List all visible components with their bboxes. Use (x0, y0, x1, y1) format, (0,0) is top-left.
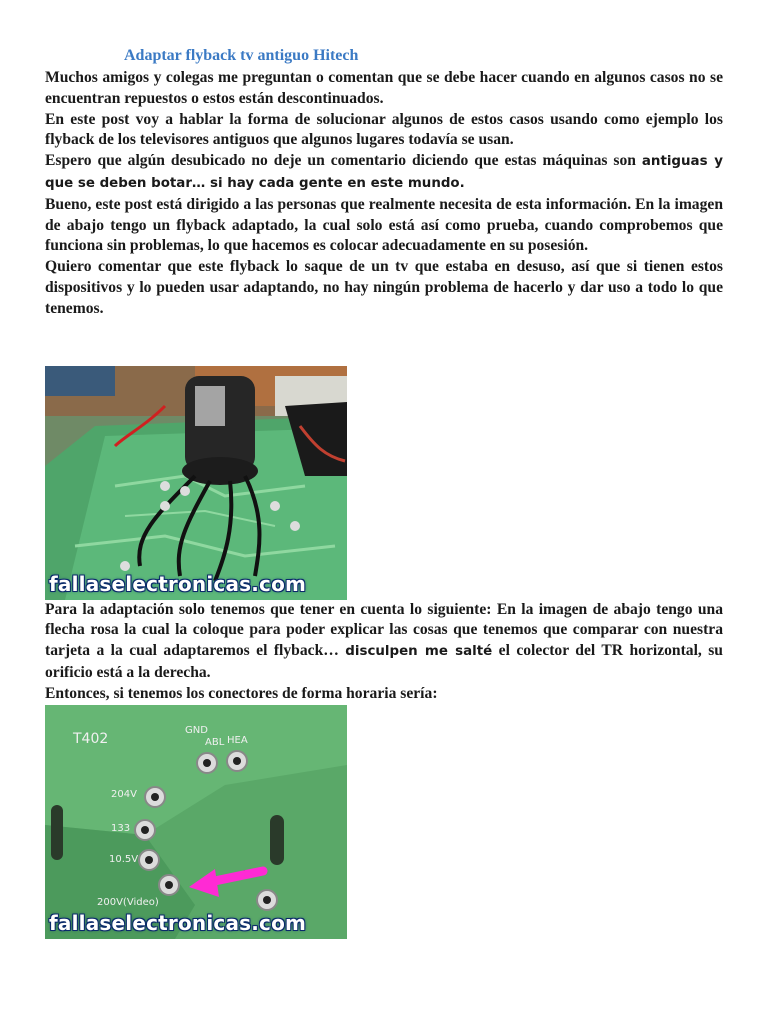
paragraph-1: Muchos amigos y colegas me preguntan o comentan que se debe hacer cuando en algunos casos no se encuentran repuestos o estos están descontinuados. (45, 69, 723, 107)
watermark-1: fallaselectronicas.com (49, 571, 307, 596)
paragraph-3-emphasis: antiguas y que se deben botar… si hay cada gente en este mundo. (45, 154, 723, 191)
paragraph-6 (45, 600, 723, 684)
paragraph-6-end: el colector del TR horizontal, su orificio está a la derecha. (45, 642, 723, 681)
paragraph-3 (45, 151, 723, 195)
label-204v: 204V (111, 788, 137, 800)
label-105v: 10.5V (109, 853, 139, 865)
paragraph-6-emphasis: disculpen me salté (345, 644, 493, 660)
flyback-photo-graphic (45, 366, 347, 600)
page-title: Adaptar flyback tv antiguo Hitech (124, 47, 359, 64)
article (45, 46, 723, 939)
board-photo-graphic (45, 705, 347, 939)
paragraph-5: Quiero comentar que este flyback lo saque de un tv que estaba en desuso, así que si tienen estos dispositivos y lo pueden usar adaptando, no hay ningún problema de hacerlo y dar uso a todo lo que tenemos. (45, 258, 723, 317)
paragraph-3-text: Espero que algún desubicado no deje un comentario diciendo que estas máquinas son (45, 152, 636, 170)
paragraph-6-text: Para la adaptación solo tenemos que tener en cuenta lo siguiente: En la imagen de abajo tengo una flecha rosa la cual la coloque para poder explicar las cosas que tenemos que comparar con nuestra tarjeta a la cual adaptaremos el flyback… (45, 600, 723, 660)
label-hea: HEA (227, 734, 248, 746)
label-133: 133 (111, 822, 131, 834)
flyback-photo (45, 366, 347, 600)
paragraph-2: En este post voy a hablar la forma de solucionar algunos de estos casos usando como ejemplo los flyback de los televisores antiguos que algunos lugares todavía se usan. (45, 110, 723, 149)
board-photo (45, 705, 347, 939)
label-abl: ABL (205, 736, 225, 748)
watermark-2: fallaselectronicas.com (49, 910, 307, 935)
paragraph-4: Bueno, este post está dirigido a las personas que realmente necesita de esta información. En la imagen de abajo tengo un flyback adaptado, la cual solo está así como prueba, cuando comprobemos que funciona sin problemas, lo que hacemos es colocar adecuadamente en su posesión. (45, 195, 723, 255)
label-gnd: GND (185, 724, 208, 736)
label-t402: T402 (73, 730, 109, 747)
label-200v: 200V(Video) (97, 896, 159, 908)
paragraph-7: Entonces, si tenemos los conectores de forma horaria sería: (45, 684, 438, 702)
